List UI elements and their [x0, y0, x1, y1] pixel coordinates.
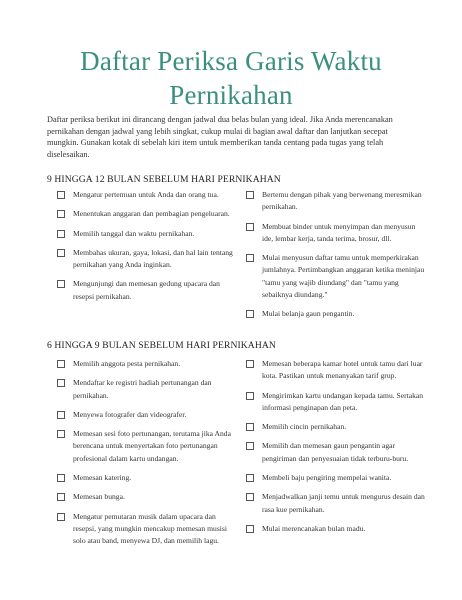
checklist-item — [57, 208, 237, 220]
checklist-item — [246, 221, 426, 246]
checklist-item-text: Mengatur pemutaran musik dalam upacara dan resepsi, yang mungkin mencakup memesan musisi solo atau band, menyewa DJ, dan memilih lagu. — [73, 511, 227, 546]
checklist-item — [246, 523, 426, 535]
checkbox[interactable] — [246, 254, 254, 262]
checklist-item — [57, 428, 237, 465]
checkbox[interactable] — [246, 310, 254, 318]
checklist-item — [57, 358, 237, 370]
checklist-item-text: Memesan bunga. — [73, 492, 125, 502]
checkbox[interactable] — [246, 223, 254, 231]
checklist-item — [246, 189, 426, 214]
checklist-item — [57, 409, 237, 421]
checklist-item — [57, 189, 237, 201]
checklist-item-text: Menyewa fotografer dan videografer. — [73, 409, 187, 419]
checklist-item — [57, 278, 237, 303]
checkbox[interactable] — [246, 474, 254, 482]
checklist-item — [246, 252, 426, 301]
checklist-item-text: Memilih cincin pernikahan. — [262, 422, 347, 432]
checklist-item-text: Membuat binder untuk menyimpan dan menyusun ide, lembar kerja, tanda terima, brosur, dll. — [262, 221, 416, 243]
checklist-item-text: Menjadwalkan janji temu untuk mengurus desain dan rasa kue pernikahan. — [262, 492, 425, 514]
checklist-item — [57, 511, 237, 548]
checklist-item — [57, 228, 237, 240]
section-9-months-right-column — [246, 358, 426, 542]
checklist-item-text: Mulai menyusun daftar tamu untuk memperkirakan jumlahnya. Pertimbangkan anggaran ketika meninjau "tamu yang wajib diundang" dan "tamu yang sebaiknya diundang." — [262, 253, 425, 300]
checklist-item-text: Memesan beberapa kamar hotel untuk tamu dari luar kota. Pastikan untuk menanyakan tarif grup. — [262, 359, 423, 381]
checklist-item-text: Memesan sesi foto pertunangan, terutama jika Anda berencana untuk menyertakan foto pertunangan profesional dalam kartu undangan. — [73, 429, 231, 463]
checkbox[interactable] — [57, 360, 65, 368]
page-title — [0, 44, 462, 112]
checkbox[interactable] — [57, 280, 65, 288]
checklist-item — [246, 390, 426, 415]
checkbox[interactable] — [57, 379, 65, 387]
checkbox[interactable] — [57, 230, 65, 238]
checkbox[interactable] — [246, 493, 254, 501]
checkbox[interactable] — [57, 513, 65, 521]
checklist-item — [246, 308, 426, 320]
checkbox[interactable] — [246, 423, 254, 431]
checklist-item — [57, 491, 237, 503]
checklist-item-text: Memilih dan memesan gaun pengantin agar pengiriman dan penyesuaian tidak terburu-buru. — [262, 441, 409, 463]
checklist-item — [57, 472, 237, 484]
intro-paragraph: Daftar periksa berikut ini dirancang dengan jadwal dua belas bulan yang ideal. Jika Anda merencanakan pernikahan dengan jadwal yang lebih singkat, cukup mulai di bagian awal daftar dan lanjutkan secepat mungkin. Gunakan kotak di sebelah kiri item untuk memberikan tanda centang pada tugas yang telah diselesaikan. — [47, 115, 393, 159]
checklist-item — [57, 377, 237, 402]
checklist-item-text: Mengunjungi dan memesan gedung upacara dan resepsi pernikahan. — [73, 279, 220, 301]
checkbox[interactable] — [57, 411, 65, 419]
checklist-item-text: Mulai merencanakan bulan madu. — [262, 523, 366, 533]
checklist-item-text: Mengatur pertemuan untuk Anda dan orang tua. — [73, 190, 219, 199]
checklist-item-text: Mengirimkan kartu undangan kepada tamu. Sertakan informasi penginapan dan peta. — [262, 390, 424, 412]
checklist-item-text: Memilih tanggal dan waktu pernikahan. — [73, 228, 195, 238]
checklist-item — [246, 491, 426, 516]
checkbox[interactable] — [57, 430, 65, 438]
checkbox[interactable] — [246, 191, 254, 199]
section-heading-9-months: 6 HINGGA 9 BULAN SEBELUM HARI PERNIKAHAN — [47, 340, 276, 351]
checklist-item-text: Membeli baju pengiring mempelai wanita. — [262, 473, 392, 483]
checklist-item — [246, 472, 426, 484]
checklist-item-text: Membahas ukuran, gaya, lokasi, dan hal lain tentang pernikahan yang Anda inginkan. — [73, 247, 233, 270]
checkbox[interactable] — [57, 493, 65, 501]
section-12-months-left-column — [57, 189, 237, 310]
checkbox[interactable] — [57, 474, 65, 482]
checklist-item — [246, 358, 426, 383]
checklist-item-text: Mulai belanja gaun pengantin. — [262, 309, 355, 319]
checklist-item-text: Mendaftar ke registri hadiah pertunangan dan pernikahan. — [73, 378, 212, 400]
title-line-2: Pernikahan — [169, 80, 293, 110]
checkbox[interactable] — [246, 392, 254, 400]
checklist-item — [57, 247, 237, 272]
checkbox[interactable] — [57, 249, 65, 257]
checkbox[interactable] — [246, 442, 254, 450]
checkbox[interactable] — [57, 210, 65, 218]
checklist-item — [246, 440, 426, 465]
section-9-months-left-column — [57, 358, 237, 555]
title-line-1: Daftar Periksa Garis Waktu — [80, 46, 382, 76]
section-heading-12-months: 9 HINGGA 12 BULAN SEBELUM HARI PERNIKAHAN — [47, 174, 281, 185]
checklist-item — [246, 421, 426, 433]
section-12-months-right-column — [246, 189, 426, 328]
checklist-item-text: Bertemu dengan pihak yang berwenang meresmikan pernikahan. — [262, 190, 422, 212]
checkbox[interactable] — [57, 191, 65, 199]
checkbox[interactable] — [246, 360, 254, 368]
checklist-item-text: Memilih anggota pesta pernikahan. — [73, 359, 181, 368]
checklist-item-text: Menentukan anggaran dan pembagian pengeluaran. — [73, 209, 230, 219]
checklist-item-text: Memesan katering. — [73, 473, 132, 483]
checkbox[interactable] — [246, 525, 254, 533]
